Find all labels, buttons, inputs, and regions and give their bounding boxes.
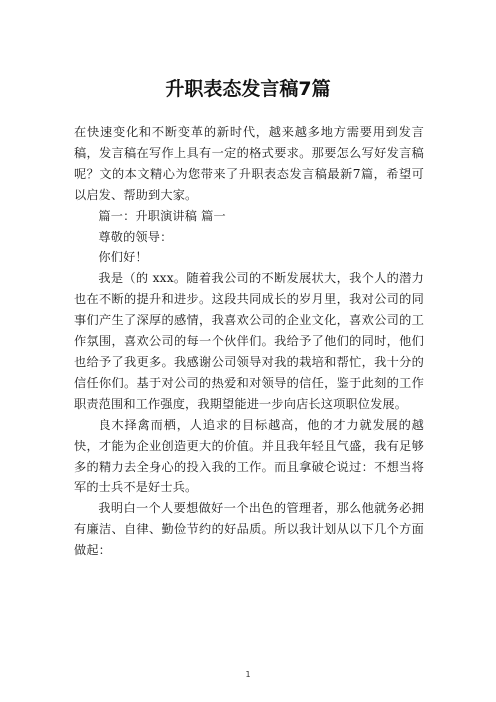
section-heading: 篇一：升职演讲稿 篇一	[98, 208, 226, 223]
document-body	[74, 122, 424, 561]
greeting: 你们好！	[98, 250, 148, 265]
salutation: 尊敬的领导：	[98, 229, 173, 244]
body-paragraph: 我明白一个人要想做好一个出色的管理者，那么他就务必拥有廉洁、自律、勤俭节约的好品质。所以我计划从以下几个方面做起：	[74, 501, 424, 558]
intro-paragraph: 在快速变化和不断变革的新时代，越来越多地方需要用到发言稿，发言稿在写作上具有一定的格式要求。那要怎么写好发言稿呢？文的本文精心为您带来了升职表态发言稿最新7篇，希望可以启发、帮助到大家。	[74, 125, 424, 202]
page-number: 1	[245, 670, 251, 679]
body-paragraph: 良木择禽而栖，人追求的目标越高，他的才力就发展的越快，才能为企业创造更大的价值。并且我年轻且气盛，我有足够多的精力去全身心的投入我的工作。而且拿破仑说过：不想当将军的士兵不是好士兵。	[74, 417, 424, 495]
body-paragraph: 我是（的 xxx。随着我公司的不断发展状大，我个人的潜力也在不断的提升和进步。这段共同成长的岁月里，我对公司的同事们产生了深厚的感情，我喜欢公司的企业文化，喜欢公司的工作氛围，喜欢公司的每一个伙伴们。我给予了他们的同时，他们也给予了我更多。我感谢公司领导对我的栽培和帮忙，我十分的信任你们。基于对公司的热爱和对领导的信任，鉴于此刻的工作职责范围和工作强度，我期望能进一步向店长这项职位发展。	[74, 271, 424, 411]
document-title: 升职表态发言稿7篇	[165, 78, 331, 100]
